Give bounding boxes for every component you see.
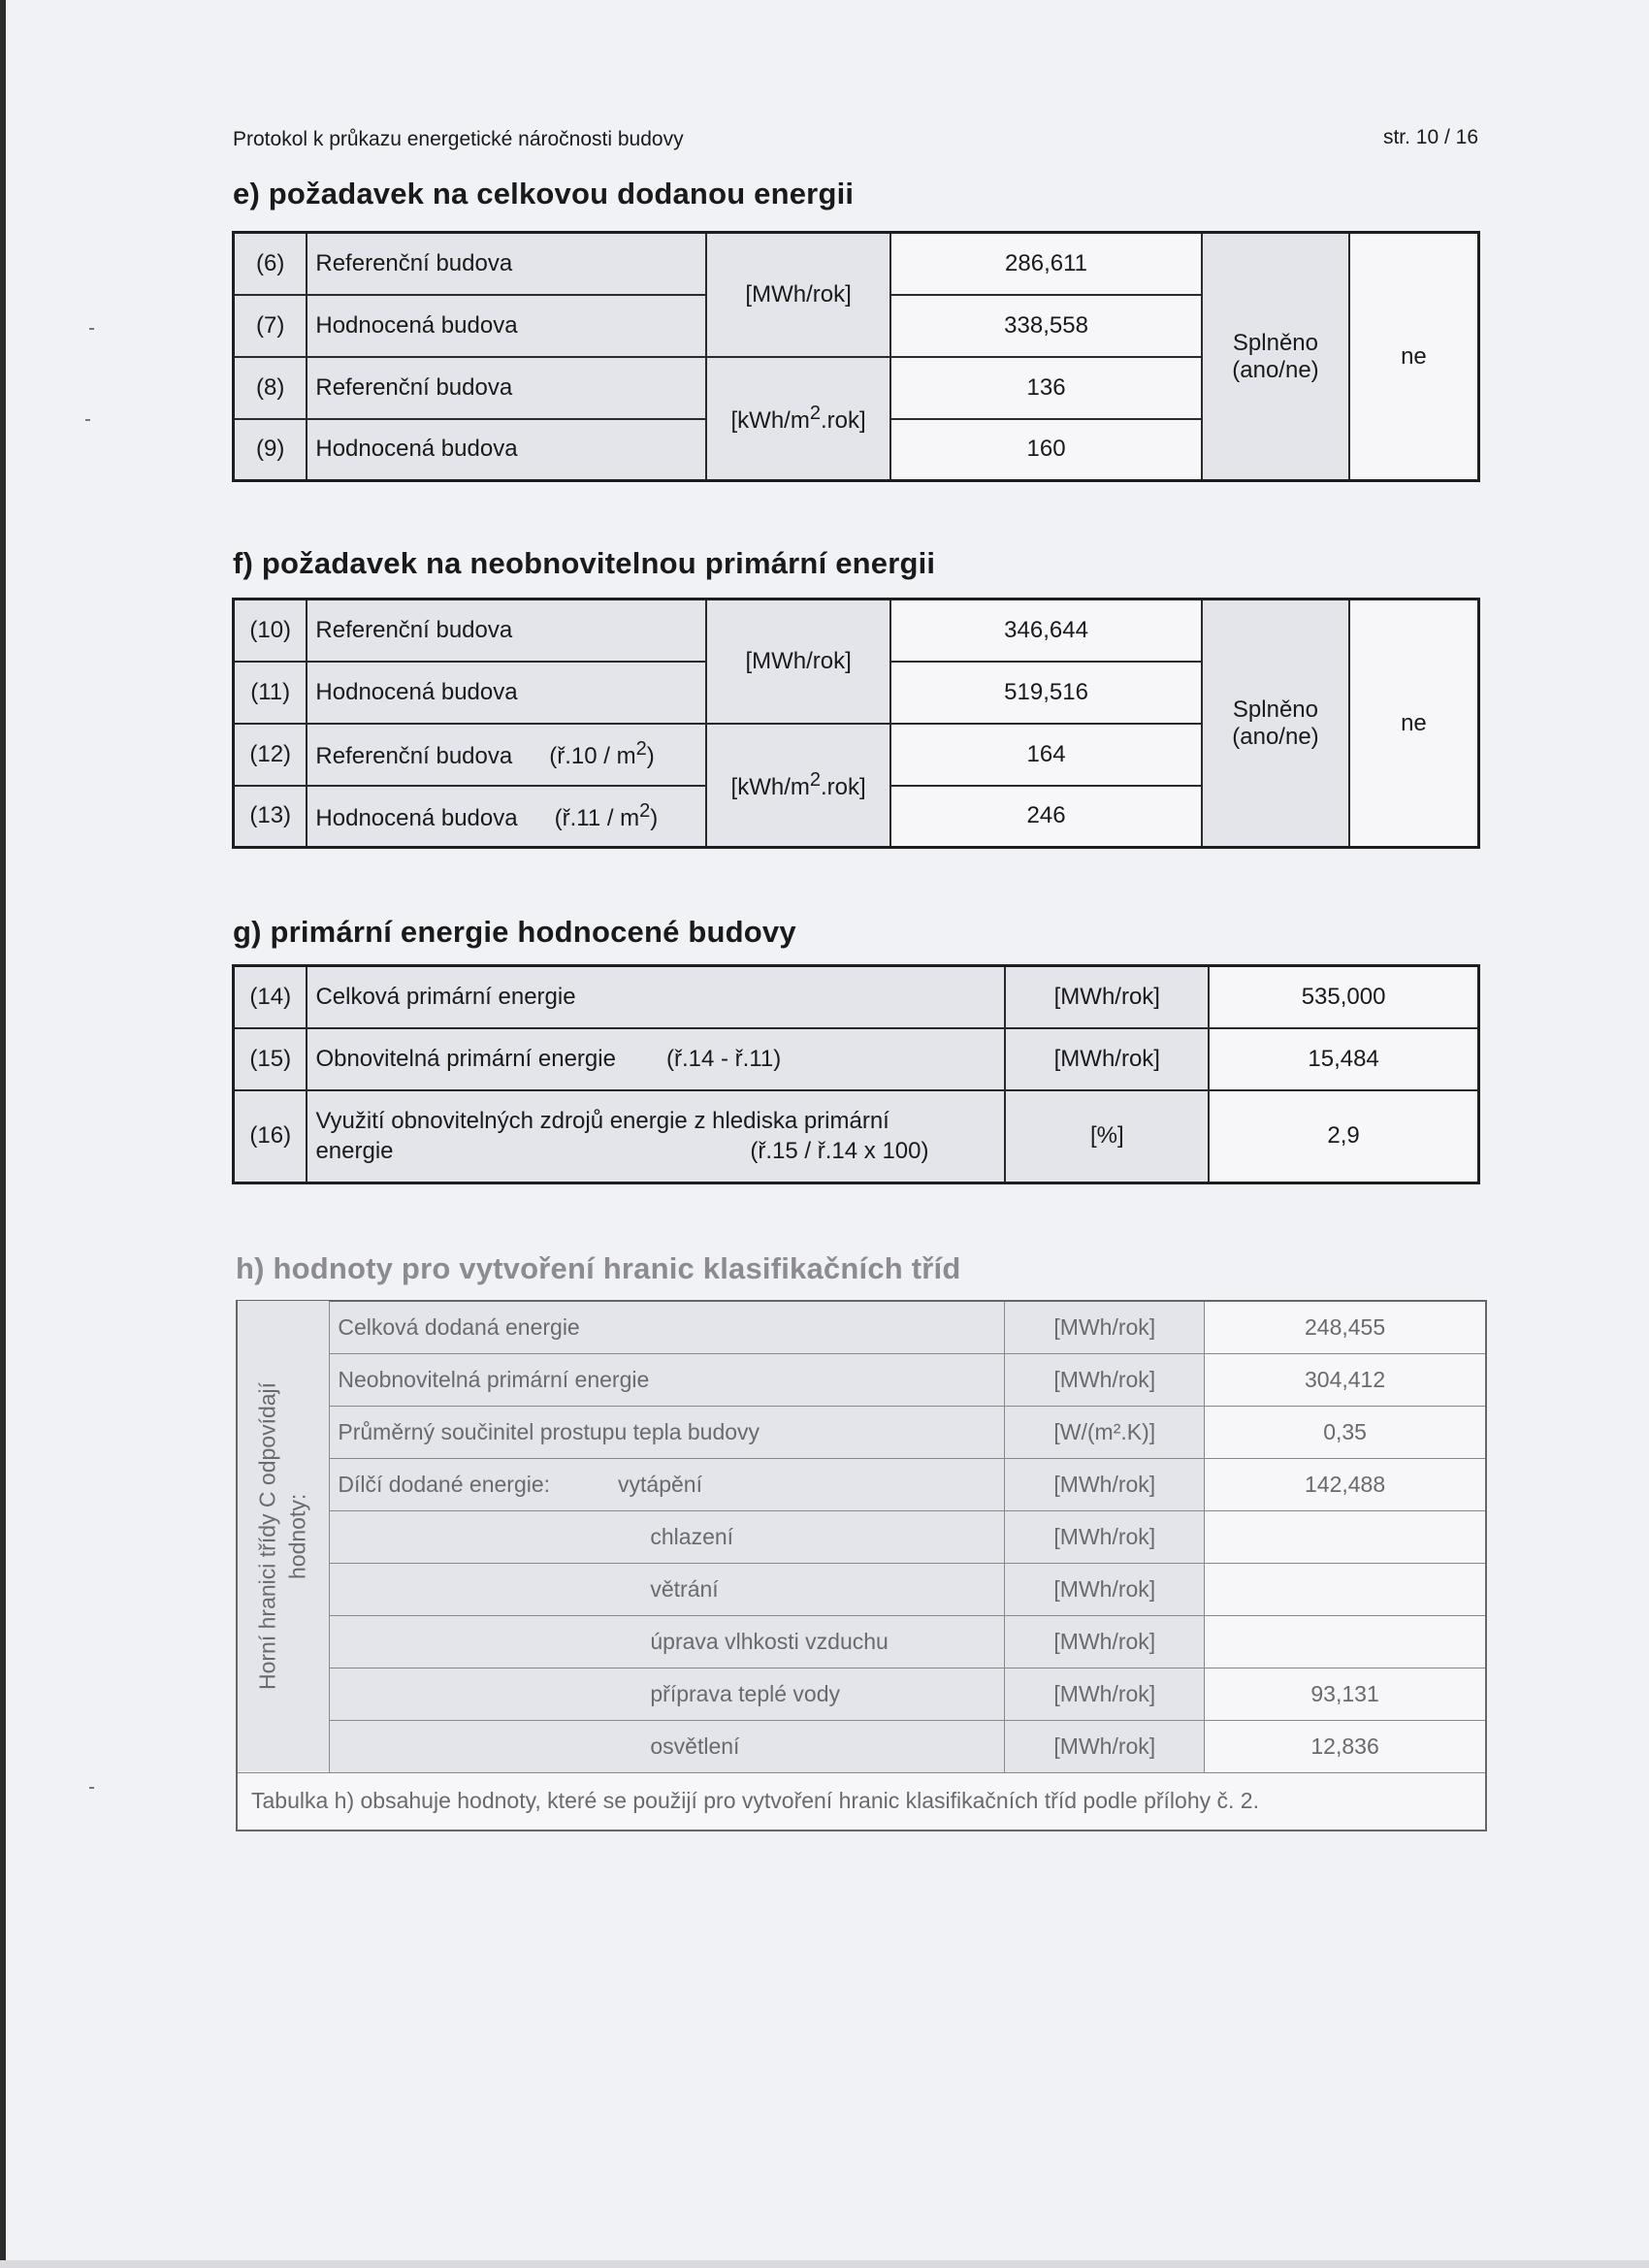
row-label: Obnovitelná primární energie (ř.14 - ř.11)	[307, 1028, 1005, 1090]
row-label: Hodnocená budova	[307, 295, 706, 357]
unit-cell: [MWh/rok]	[1005, 966, 1209, 1028]
unit-cell: [W/(m².K)]	[1005, 1406, 1205, 1458]
unit-cell: $[kWh/m^2.rok]$	[706, 357, 890, 481]
section-f-title: f) požadavek na neobnovitelnou primární energii	[233, 546, 936, 580]
unit-cell: [MWh/rok]	[1005, 1720, 1205, 1772]
unit-cell: [MWh/rok]	[706, 233, 890, 357]
value-cell: 164	[890, 724, 1202, 786]
status-label: Splněno (ano/ne)	[1202, 233, 1349, 481]
row-label: Celková primární energie	[307, 966, 1005, 1028]
row-label: Dílčí dodané energie: vytápění	[330, 1458, 1005, 1510]
table-row	[237, 1406, 1486, 1458]
page-number: str. 10 / 16	[1382, 126, 1478, 148]
row-label: Využití obnovitelných zdrojů energie z hlediska primární energie (ř.15 / ř.14 x 100)	[307, 1090, 1005, 1183]
row-label: úprava vlhkosti vzduchu	[330, 1615, 1005, 1668]
unit-cell: [MWh/rok]	[1005, 1458, 1205, 1510]
value-cell: 535,000	[1209, 966, 1478, 1028]
value-cell: 346,644	[890, 599, 1202, 662]
value-cell: 15,484	[1209, 1028, 1478, 1090]
value-cell: 136	[890, 357, 1202, 419]
value-cell: 12,836	[1205, 1720, 1486, 1772]
section-e-table	[232, 231, 1480, 482]
section-h-title: h) hodnoty pro vytvoření hranic klasifikačních tříd	[236, 1251, 961, 1285]
unit-cell: [MWh/rok]	[1005, 1563, 1205, 1615]
row-label: příprava teplé vody	[330, 1668, 1005, 1720]
value-cell: 93,131	[1205, 1668, 1486, 1720]
row-label: Celková dodaná energie	[330, 1301, 1005, 1353]
value-cell: 0,35	[1205, 1406, 1486, 1458]
row-number: (12)	[234, 724, 307, 786]
scan-speck	[89, 1787, 94, 1789]
row-label: Referenční budova (ř.10 / $m^2$)	[307, 724, 706, 786]
scan-speck	[89, 328, 94, 330]
table-row	[237, 1615, 1486, 1668]
table-row	[234, 966, 1479, 1028]
value-cell	[1205, 1510, 1486, 1563]
row-number: (9)	[234, 419, 307, 481]
row-number: (10)	[234, 599, 307, 662]
table-row	[237, 1510, 1486, 1563]
row-label: Referenční budova	[307, 233, 706, 295]
row-label: Hodnocená budova	[307, 662, 706, 724]
value-cell: 246	[890, 786, 1202, 848]
unit-cell: $[kWh/m^2.rok]$	[706, 724, 890, 848]
unit-cell: [MWh/rok]	[1005, 1301, 1205, 1353]
unit-cell: [%]	[1005, 1090, 1209, 1183]
unit-cell: [MWh/rok]	[1005, 1353, 1205, 1406]
table-row	[234, 1090, 1479, 1183]
table-row	[234, 1028, 1479, 1090]
table-row	[237, 1563, 1486, 1615]
table-footer-row	[237, 1772, 1486, 1831]
value-cell: 160	[890, 419, 1202, 481]
value-cell: 286,611	[890, 233, 1202, 295]
row-number: (14)	[234, 966, 307, 1028]
row-label: osvětlení	[330, 1720, 1005, 1772]
unit-cell: [MWh/rok]	[1005, 1668, 1205, 1720]
section-e-title: e) požadavek na celkovou dodanou energii	[233, 177, 855, 211]
value-cell	[1205, 1563, 1486, 1615]
unit-cell: [MWh/rok]	[1005, 1510, 1205, 1563]
row-number: (6)	[234, 233, 307, 295]
status-label: Splněno (ano/ne)	[1202, 599, 1349, 848]
row-number: (7)	[234, 295, 307, 357]
value-cell: 2,9	[1209, 1090, 1478, 1183]
table-row	[237, 1301, 1486, 1353]
unit-cell: [MWh/rok]	[1005, 1028, 1209, 1090]
value-cell: 304,412	[1205, 1353, 1486, 1406]
row-number: (8)	[234, 357, 307, 419]
unit-cell: [MWh/rok]	[1005, 1615, 1205, 1668]
row-label: větrání	[330, 1563, 1005, 1615]
row-number: (16)	[234, 1090, 307, 1183]
scan-speck	[85, 419, 90, 421]
row-label: Referenční budova	[307, 357, 706, 419]
status-value: ne	[1349, 599, 1479, 848]
status-value: ne	[1349, 233, 1479, 481]
row-label: Referenční budova	[307, 599, 706, 662]
row-label: Hodnocená budova	[307, 419, 706, 481]
value-cell	[1205, 1615, 1486, 1668]
section-f-table	[232, 598, 1480, 849]
row-number: (13)	[234, 786, 307, 848]
table-row	[237, 1720, 1486, 1772]
scan-edge-left	[0, 0, 6, 2268]
section-g-title: g) primární energie hodnocené budovy	[233, 915, 796, 949]
value-cell: 338,558	[890, 295, 1202, 357]
table-footer-note: Tabulka h) obsahuje hodnoty, které se použijí pro vytvoření hranic klasifikačních tříd podle přílohy č. 2.	[237, 1772, 1486, 1831]
table-row	[234, 233, 1479, 295]
document-title: Protokol k průkazu energetické náročnosti budovy	[233, 128, 684, 150]
scan-edge-bottom	[0, 2260, 1649, 2268]
vertical-label: Horní hranici třídy C odpovídají hodnoty:	[237, 1301, 330, 1772]
row-number: (11)	[234, 662, 307, 724]
table-row	[237, 1353, 1486, 1406]
table-row	[237, 1458, 1486, 1510]
row-number: (15)	[234, 1028, 307, 1090]
table-row	[234, 599, 1479, 662]
value-cell: 248,455	[1205, 1301, 1486, 1353]
value-cell: 142,488	[1205, 1458, 1486, 1510]
row-label: chlazení	[330, 1510, 1005, 1563]
row-label: Neobnovitelná primární energie	[330, 1353, 1005, 1406]
row-label: Průměrný součinitel prostupu tepla budovy	[330, 1406, 1005, 1458]
value-cell: 519,516	[890, 662, 1202, 724]
unit-cell: [MWh/rok]	[706, 599, 890, 724]
row-label: Hodnocená budova (ř.11 / $m^2$)	[307, 786, 706, 848]
section-g-table	[232, 964, 1480, 1184]
table-row	[237, 1668, 1486, 1720]
section-h-table	[236, 1300, 1487, 1831]
